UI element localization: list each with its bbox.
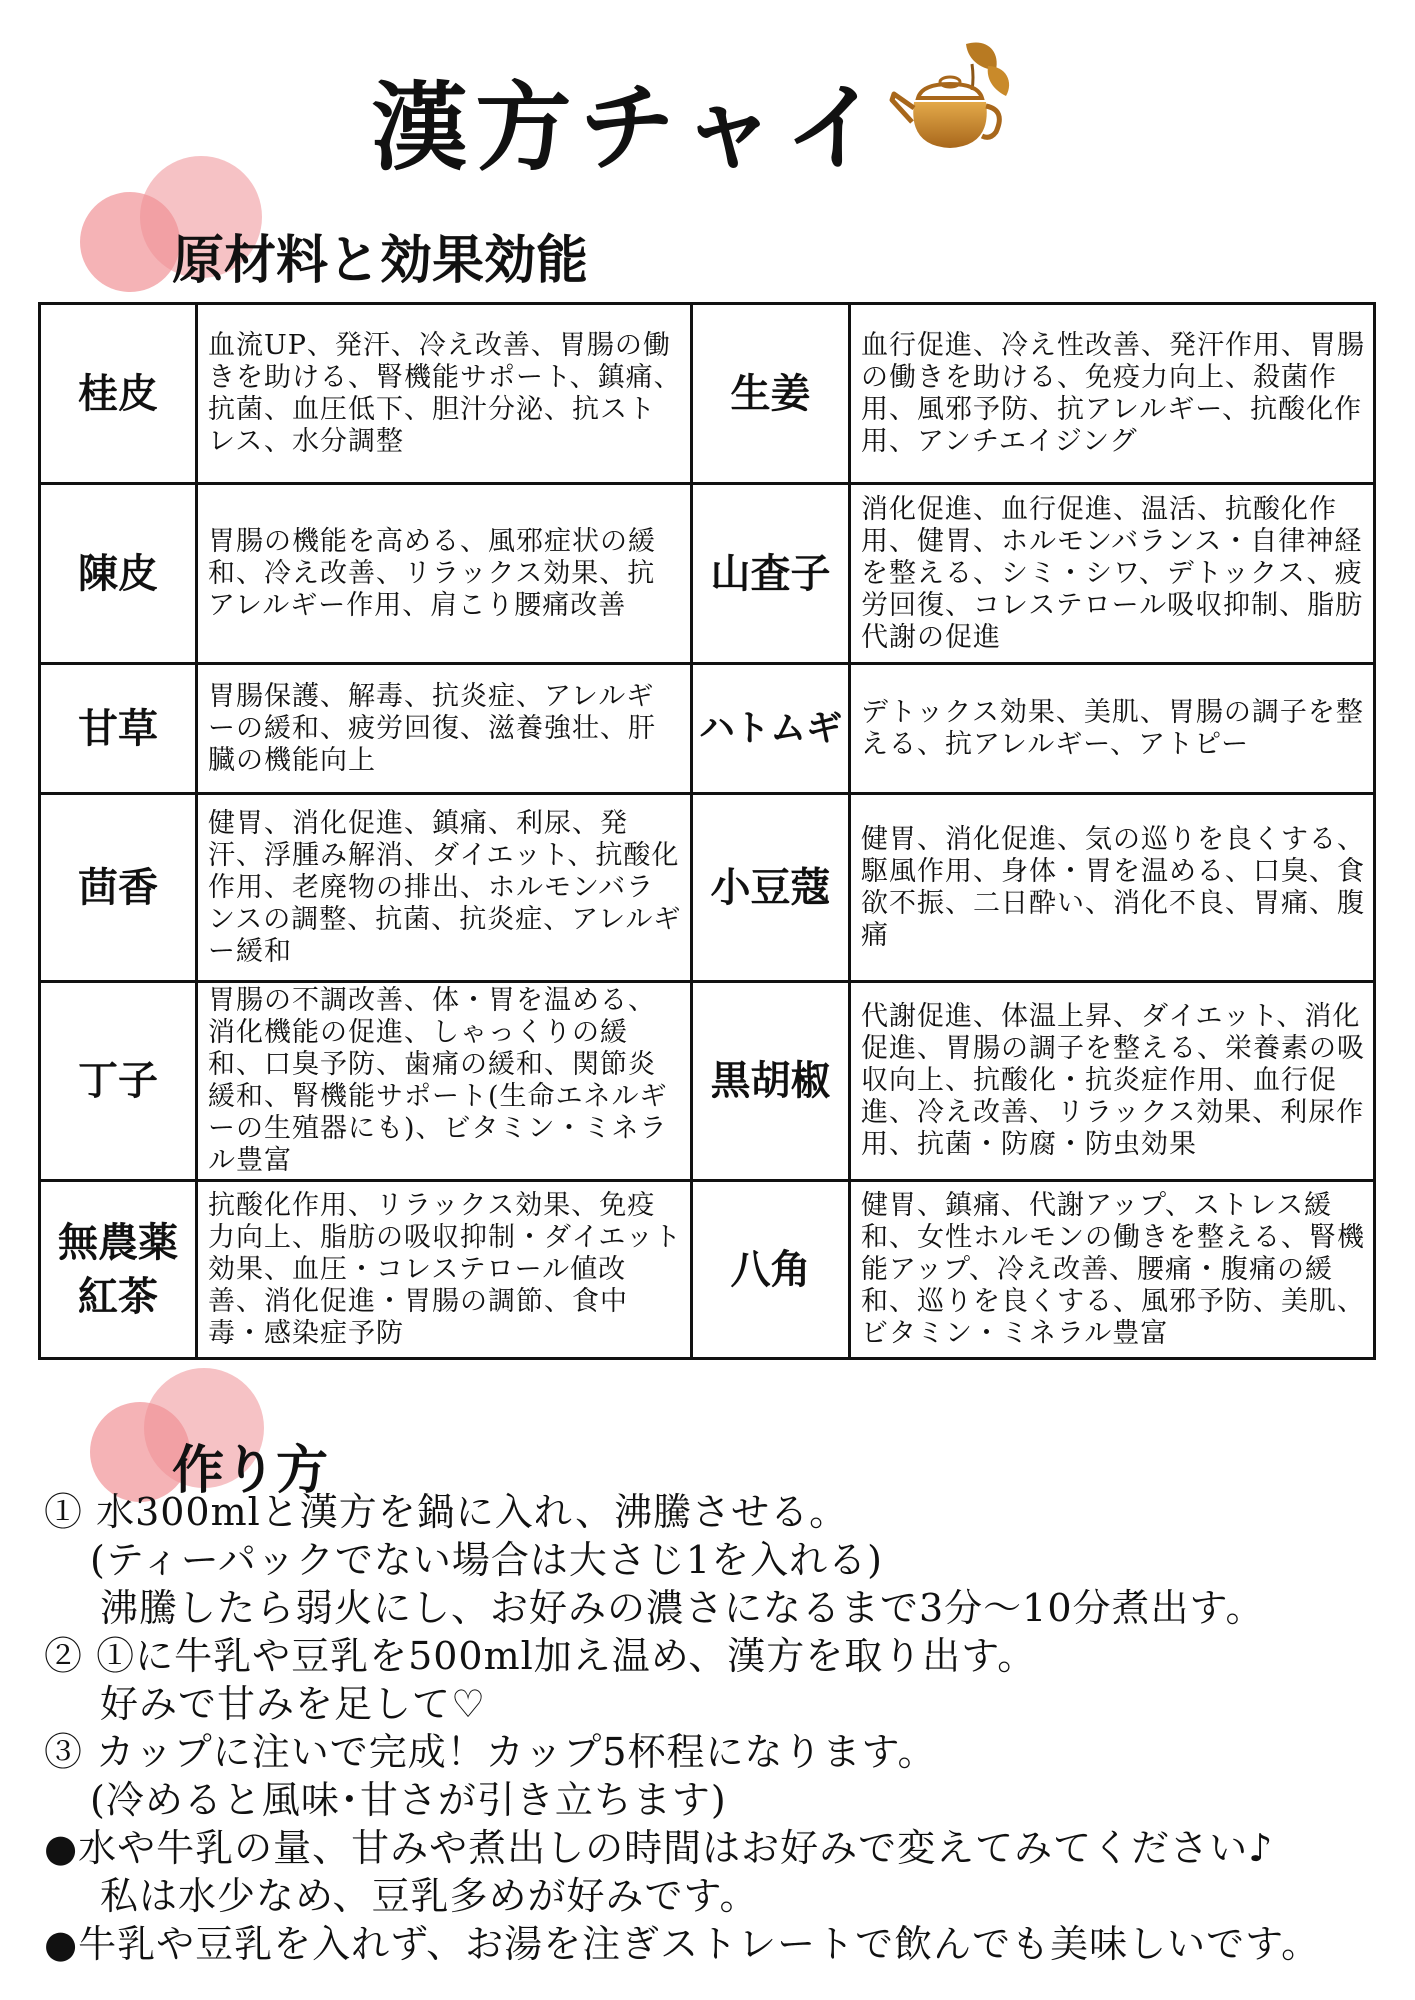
herb-name: 山査子 [692,484,850,664]
herb-name: 陳皮 [40,484,197,664]
herb-name: 丁子 [40,982,197,1181]
recipe-line: ③ カップに注いで完成！カップ5杯程になります。 [44,1730,937,1774]
recipe-line: ●水や牛乳の量、甘みや煮出しの時間はお好みで変えてみてください♪ [44,1826,1274,1870]
recipe-line: ●牛乳や豆乳を入れず、お湯を注ぎストレートで飲んでも美味しいです。 [44,1922,1321,1966]
herb-name: 無農薬紅茶 [40,1181,197,1359]
table-row [40,484,1375,664]
herb-effects: 健胃、消化促進、気の巡りを良くする、駆風作用、身体・胃を温める、口臭、食欲不振、二日酔い、消化不良、胃痛、腹痛 [850,794,1375,982]
herb-name: 茴香 [40,794,197,982]
recipe-line: (ティーパックでない場合は大さじ1を入れる) [90,1538,883,1582]
herb-effects: 血流UP、発汗、冷え改善、胃腸の働きを助ける、腎機能サポート、鎮痛、抗菌、血圧低下、胆汁分泌、抗ストレス、水分調整 [197,304,692,484]
herb-name: 桂皮 [40,304,197,484]
recipe-line: 好みで甘みを足して♡ [100,1682,487,1726]
herb-effects: デトックス効果、美肌、胃腸の調子を整える、抗アレルギー、アトピー [850,664,1375,794]
herb-name: 黒胡椒 [692,982,850,1181]
page-title: 漢方チャイ [371,71,889,184]
herb-effects: 健胃、鎮痛、代謝アップ、ストレス緩和、女性ホルモンの働きを整える、腎機能アップ、冷え改善、腰痛・腹痛の緩和、巡りを良くする、風邪予防、美肌、ビタミン・ミネラル豊富 [850,1181,1375,1359]
herb-effects: 胃腸保護、解毒、抗炎症、アレルギーの緩和、疲労回復、滋養強壮、肝臓の機能向上 [197,664,692,794]
herb-name: 小豆蔻 [692,794,850,982]
herb-effects: 胃腸の機能を高める、風邪症状の緩和、冷え改善、リラックス効果、抗アレルギー作用、肩こり腰痛改善 [197,484,692,664]
table-row [40,1181,1375,1359]
herb-name: 八角 [692,1181,850,1359]
herb-name: 甘草 [40,664,197,794]
recipe-line: 私は水少なめ、豆乳多めが好みです。 [100,1874,759,1918]
recipe-line: 沸騰したら弱火にし、お好みの濃さになるまで3分〜10分煮出す。 [100,1586,1265,1630]
herb-effects: 健胃、消化促進、鎮痛、利尿、発汗、浮腫み解消、ダイエット、抗酸化作用、老廃物の排出、ホルモンバランスの調整、抗菌、抗炎症、アレルギー緩和 [197,794,692,982]
herb-effects: 抗酸化作用、リラックス効果、免疫力向上、脂肪の吸収抑制・ダイエット効果、血圧・コレステロール値改善、消化促進・胃腸の調節、食中毒・感染症予防 [197,1181,692,1359]
herb-name: 生姜 [692,304,850,484]
ingredients-heading: 原材料と効果効能 [172,231,589,291]
recipe-line: (冷めると風味･甘さが引き立ちます) [90,1778,727,1822]
recipe-line: ② ①に牛乳や豆乳を500ml加え温め、漢方を取り出す。 [44,1634,1037,1678]
table-row [40,304,1375,484]
table-row [40,664,1375,794]
recipe-line: ① 水300mlと漢方を鍋に入れ、沸騰させる。 [44,1490,849,1534]
ingredients-table [38,302,1376,1360]
teapot-with-leaves-icon [888,36,1018,166]
herb-name: ハトムギ [692,664,850,794]
herb-effects: 胃腸の不調改善、体・胃を温める、消化機能の促進、しゃっくりの緩和、口臭予防、歯痛の緩和、関節炎緩和、腎機能サポート(生命エネルギーの生殖器にも)、ビタミン・ミネラル豊富 [197,982,692,1181]
herb-effects: 代謝促進、体温上昇、ダイエット、消化促進、胃腸の調子を整える、栄養素の吸収向上、抗酸化・抗炎症作用、血行促進、冷え改善、リラックス効果、利尿作用、抗菌・防腐・防虫効果 [850,982,1375,1181]
recipe-steps [44,1488,1394,1968]
recipe-heading: 作り方 [172,1441,329,1501]
table-row [40,794,1375,982]
herb-effects: 血行促進、冷え性改善、発汗作用、胃腸の働きを助ける、免疫力向上、殺菌作用、風邪予防、抗アレルギー、抗酸化作用、アンチエイジング [850,304,1375,484]
herb-effects: 消化促進、血行促進、温活、抗酸化作用、健胃、ホルモンバランス・自律神経を整える、シミ・シワ、デトックス、疲労回復、コレステロール吸収抑制、脂肪代謝の促進 [850,484,1375,664]
table-row [40,982,1375,1181]
